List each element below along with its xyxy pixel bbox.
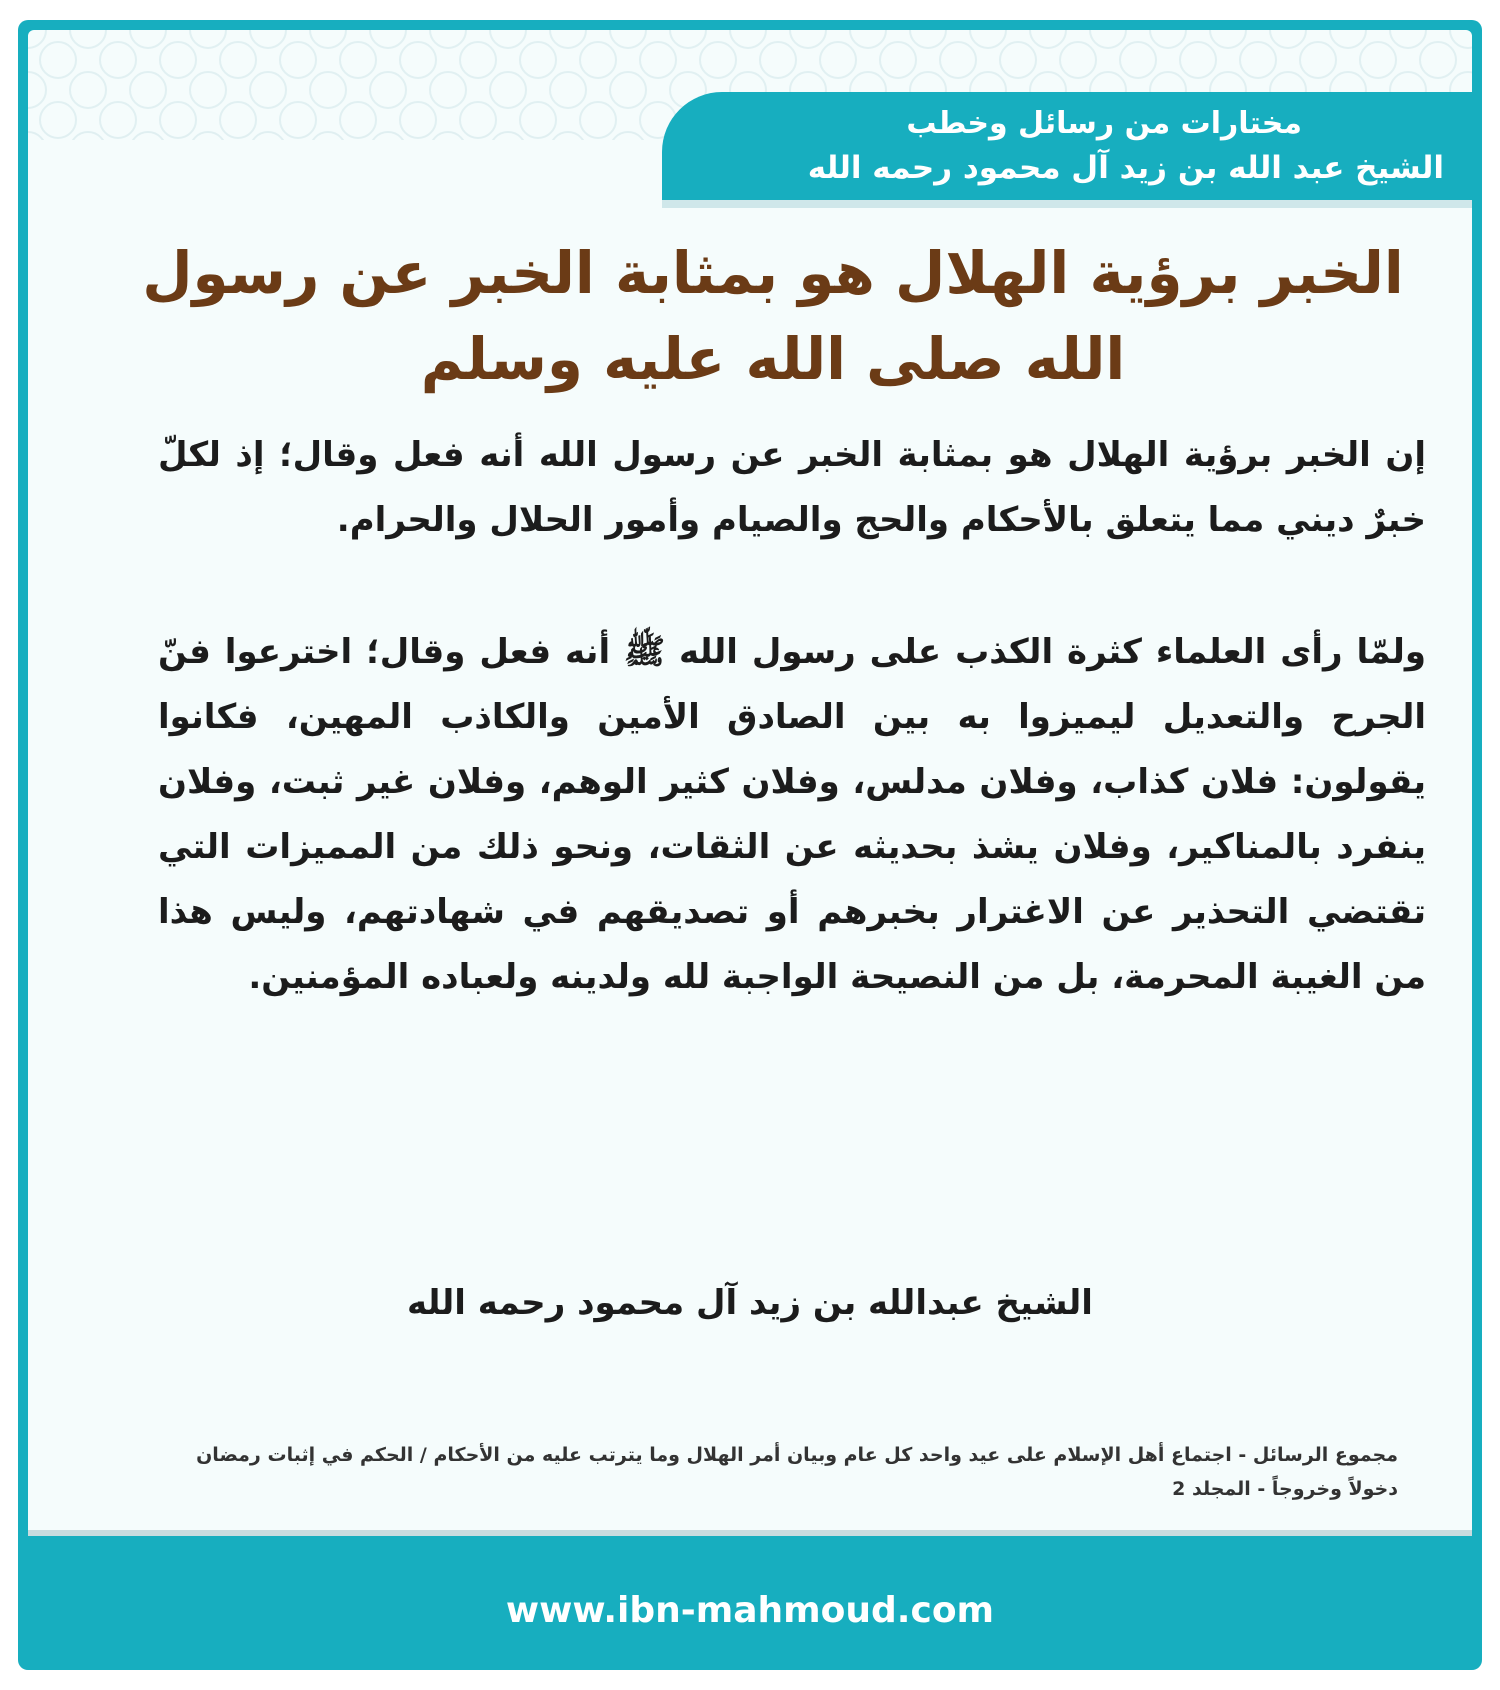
card-shadow <box>28 1530 1472 1536</box>
website-link[interactable]: www.ibn-mahmoud.com <box>505 1590 995 1631</box>
content-card <box>28 30 1472 1536</box>
header-collection-title: مختارات من رسائل وخطب <box>906 106 1302 141</box>
article-title: الخبر برؤية الهلال هو بمثابة الخبر عن رسول الله صلى الله عليه وسلم <box>142 239 1404 393</box>
article-body <box>158 423 1426 1010</box>
author-signature: الشيخ عبدالله بن زيد آل محمود رحمه الله <box>407 1283 1093 1323</box>
body-paragraph-1: إن الخبر برؤية الهلال هو بمثابة الخبر عن رسول الله أنه فعل وقال؛ إذ لكلّ خبرٌ ديني مما يتعلق بالأحكام والحج والصيام وأمور الحلال والحرام. <box>158 435 1426 540</box>
header-band <box>662 92 1472 200</box>
source-citation: مجموع الرسائل - اجتماع أهل الإسلام على عيد واحد كل عام وبيان أمر الهلال وما يترتب عليه من الأحكام / الحكم في إثبات رمضان دخولاً وخروجاً - المجلد 2 <box>196 1444 1398 1500</box>
header-author-name: الشيخ عبد الله بن زيد آل محمود رحمه الله <box>807 150 1444 186</box>
poster-frame <box>18 20 1482 1670</box>
body-paragraph-2: ولمّا رأى العلماء كثرة الكذب على رسول الله ﷺ أنه فعل وقال؛ اخترعوا فنّ الجرح والتعديل ليميزوا به بين الصادق الأمين والكاذب المهين، فكانوا يقولون: فلان كذاب، وفلان مدلس، وفلان كثير الوهم، وفلان غير ثبت، وفلان ينفرد بالمناكير، وفلان يشذ بحديثه عن الثقات، ونحو ذلك من المميزات التي تقتضي التحذير عن الاغترار بخبرهم أو تصديقهم في شهادتهم، وليس هذا من الغيبة المحرمة، بل من النصيحة الواجبة لله ولدينه ولعباده المؤمنين. <box>158 632 1426 997</box>
